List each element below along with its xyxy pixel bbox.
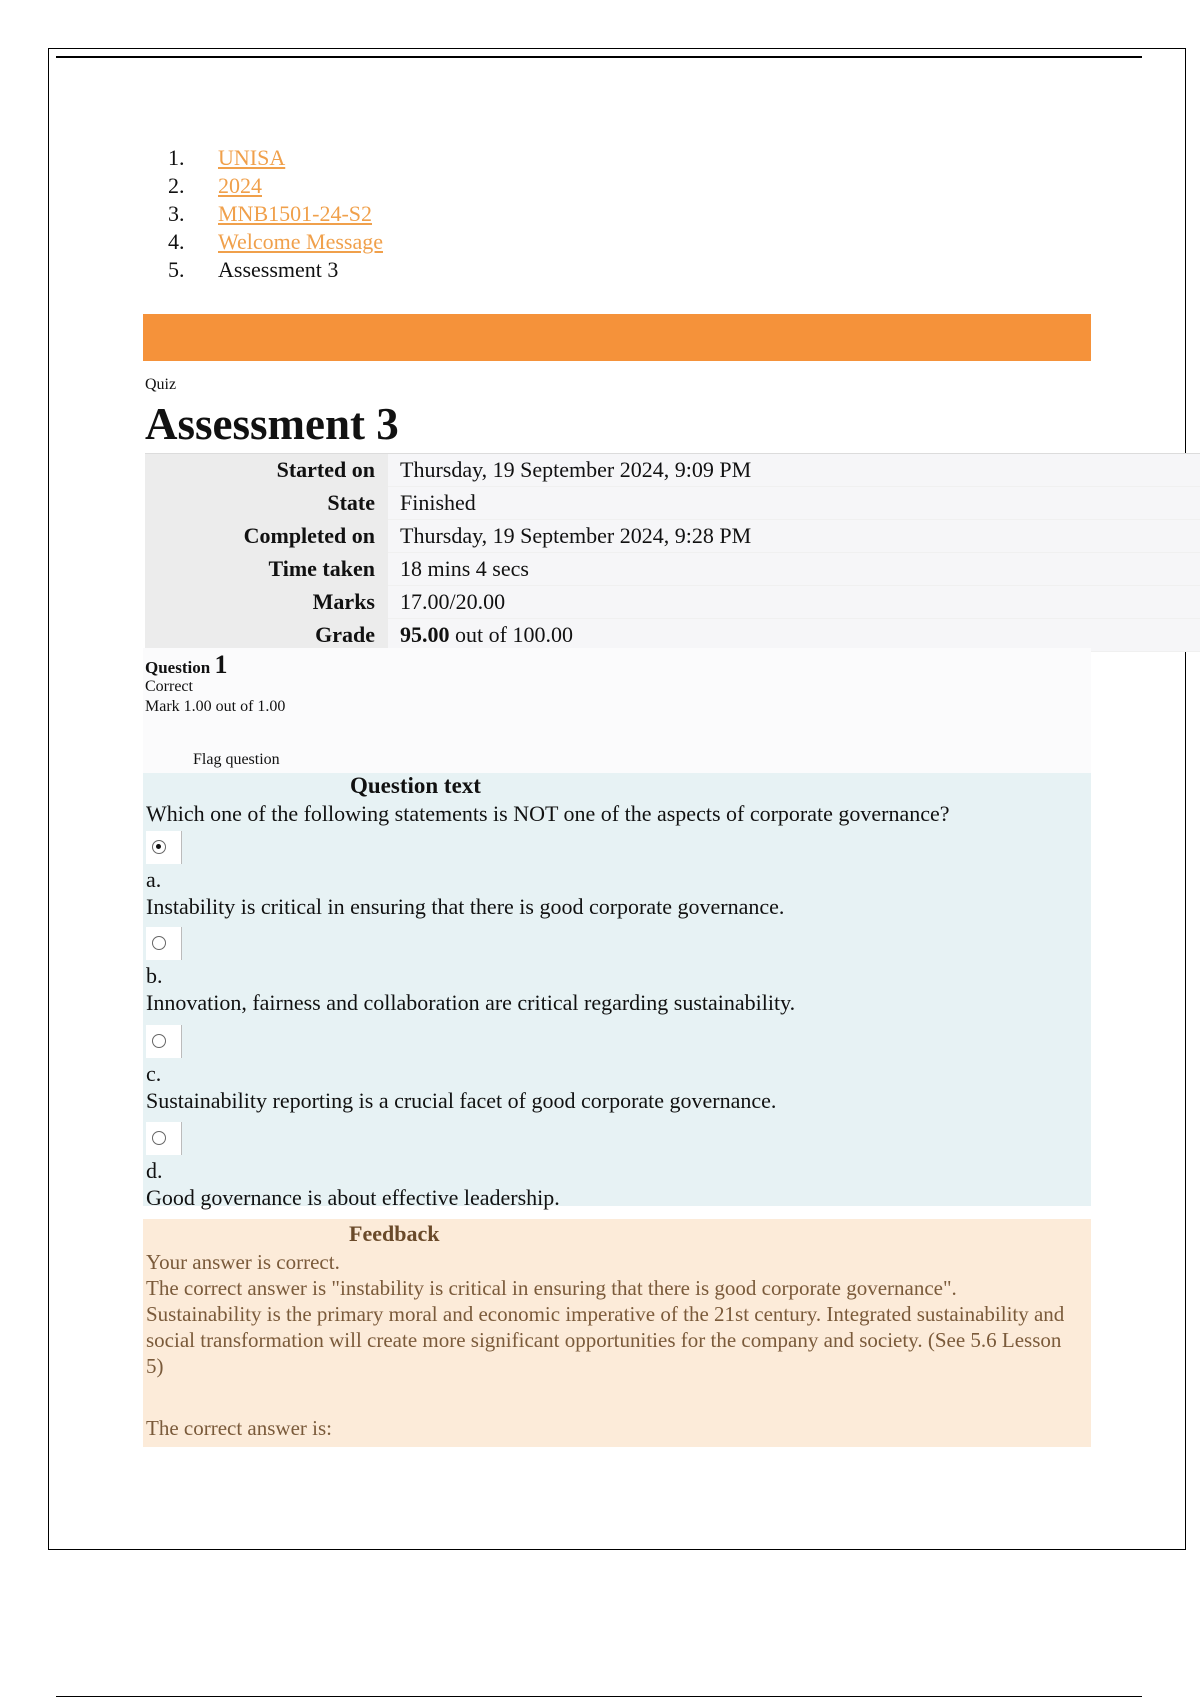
breadcrumb-link-course[interactable]: MNB1501-24-S2 — [218, 201, 373, 226]
radio-container — [146, 1122, 182, 1155]
breadcrumb — [168, 144, 383, 284]
breadcrumb-link-welcome[interactable]: Welcome Message — [218, 229, 383, 254]
summary-value: Thursday, 19 September 2024, 9:28 PM — [388, 520, 1200, 553]
question-text-heading: Question text — [350, 773, 481, 798]
option-letter: c. — [146, 1061, 162, 1086]
summary-row-completed — [145, 520, 1200, 553]
breadcrumb-link-unisa[interactable]: UNISA — [218, 145, 286, 170]
grade-score: 95.00 — [400, 622, 450, 647]
option-text: Instability is critical in ensuring that there is good corporate governance. — [146, 894, 785, 919]
grade-out-of: out of 100.00 — [449, 622, 573, 647]
summary-value — [388, 619, 1200, 652]
feedback-heading: Feedback — [349, 1221, 440, 1246]
feedback-explanation: The correct answer is "instability is critical in ensuring that there is good corporate governance". Sustainability is the primary moral and economic imperative of the 21st century. Integrated sustainability and social transformation will create more significant opportunities for the company and society. (See 5.6 Lesson 5) — [146, 1276, 1065, 1378]
summary-label: Started on — [145, 454, 388, 487]
bottom-rule — [56, 1696, 1142, 1697]
header-accent-bar — [143, 314, 1091, 361]
breadcrumb-item-year — [168, 172, 383, 200]
radio-container — [146, 831, 182, 864]
option-letter: a. — [146, 867, 162, 892]
summary-value: Finished — [388, 487, 1200, 520]
option-letter: d. — [146, 1158, 163, 1183]
summary-value: Thursday, 19 September 2024, 9:09 PM — [388, 454, 1200, 487]
summary-label: Grade — [145, 619, 388, 652]
question-text-block — [143, 773, 1091, 1210]
answer-option-d — [146, 1122, 1076, 1211]
answer-option-a — [146, 831, 1076, 920]
option-text: Innovation, fairness and collaboration are critical regarding sustainability. — [146, 990, 796, 1015]
radio-button-b[interactable] — [152, 936, 166, 950]
feedback-result: Your answer is correct. — [146, 1250, 340, 1274]
summary-label: Time taken — [145, 553, 388, 586]
quiz-label: Quiz — [145, 376, 177, 393]
radio-button-c[interactable] — [152, 1034, 166, 1048]
summary-label: Marks — [145, 586, 388, 619]
question-number-value: 1 — [214, 650, 228, 679]
breadcrumb-item-unisa — [168, 144, 383, 172]
question-label: Question — [145, 658, 211, 677]
radio-container — [146, 1025, 182, 1058]
breadcrumb-item-current — [168, 256, 383, 284]
attempt-summary-table — [145, 453, 1200, 652]
summary-label: Completed on — [145, 520, 388, 553]
summary-value: 18 mins 4 secs — [388, 553, 1200, 586]
option-text: Good governance is about effective leadership. — [146, 1185, 560, 1210]
breadcrumb-number: 1. — [168, 145, 185, 170]
breadcrumb-number: 2. — [168, 173, 185, 198]
breadcrumb-number: 5. — [168, 257, 185, 282]
breadcrumb-number: 3. — [168, 201, 185, 226]
radio-button-a[interactable] — [152, 840, 166, 854]
feedback-body — [146, 1249, 1076, 1379]
page-title: Assessment 3 — [145, 399, 399, 449]
question-prompt: Which one of the following statements is NOT one of the aspects of corporate governance? — [146, 801, 950, 826]
breadcrumb-link-year[interactable]: 2024 — [218, 173, 262, 198]
top-rule — [56, 56, 1142, 58]
question-mark: Mark 1.00 out of 1.00 — [145, 698, 286, 715]
feedback-block — [143, 1219, 1091, 1447]
summary-value: 17.00/20.00 — [388, 586, 1200, 619]
radio-button-d[interactable] — [152, 1131, 166, 1145]
summary-row-state — [145, 487, 1200, 520]
breadcrumb-number: 4. — [168, 229, 185, 254]
flag-question-link[interactable]: Flag question — [193, 751, 280, 768]
summary-row-grade — [145, 619, 1200, 652]
question-number — [145, 650, 227, 680]
summary-row-started — [145, 454, 1200, 487]
breadcrumb-current: Assessment 3 — [218, 257, 339, 282]
summary-row-marks — [145, 586, 1200, 619]
radio-container — [146, 927, 182, 960]
breadcrumb-item-course — [168, 200, 383, 228]
option-letter: b. — [146, 963, 163, 988]
option-text: Sustainability reporting is a crucial facet of good corporate governance. — [146, 1088, 777, 1113]
summary-row-time-taken — [145, 553, 1200, 586]
breadcrumb-item-welcome — [168, 228, 383, 256]
answer-option-b — [146, 927, 1076, 1016]
summary-label: State — [145, 487, 388, 520]
question-state: Correct — [145, 678, 193, 695]
question-info — [143, 648, 1091, 773]
answer-option-c — [146, 1025, 1076, 1114]
correct-answer-label: The correct answer is: — [146, 1416, 332, 1440]
